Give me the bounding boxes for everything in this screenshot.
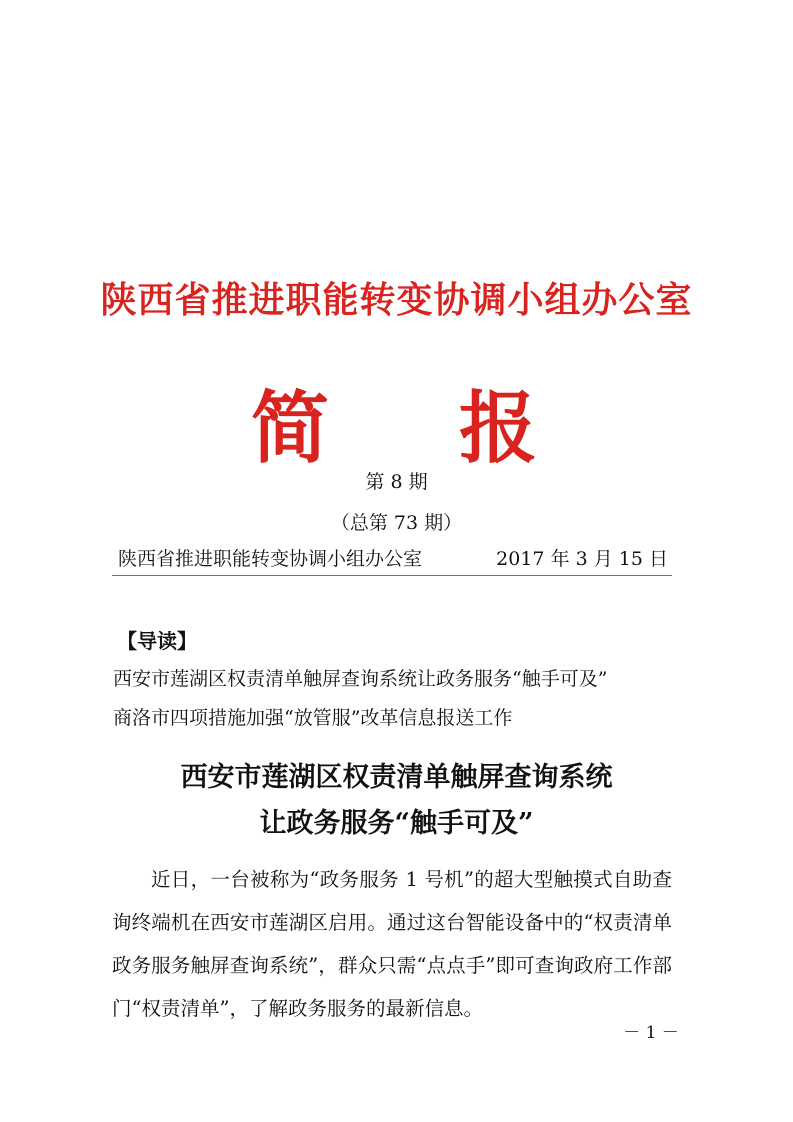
issue-total-number: （总第 73 期） xyxy=(330,512,463,534)
page-number: － 1 － xyxy=(623,1023,679,1043)
guide-label: 【导读】 xyxy=(117,629,197,653)
bulletin-title xyxy=(0,366,793,474)
issuer-date-line xyxy=(118,544,668,574)
article-title-line-2: 让政务服务“触手可及” xyxy=(259,808,534,839)
article-paragraph: 近日，一台被称为“政务服务 1 号机”的超大型触摸式自助查询终端机在西安市莲湖区启用。通过这台智能设备中的“权责清单政务服务触屏查询系统”，群众只需“点点手”即可查询政府工作部门“权责清单”，了解政务服务的最新信息。 xyxy=(112,868,672,1020)
issuer-name: 陕西省推进职能转变协调小组办公室 xyxy=(118,548,423,570)
article-title-line-1: 西安市莲湖区权责清单触屏查询系统 xyxy=(180,762,613,793)
guide-item: 西安市莲湖区权责清单触屏查询系统让政务服务“触手可及” xyxy=(113,668,608,690)
issue-date: 2017 年 3 月 15 日 xyxy=(496,548,668,570)
issuing-organization-header: 陕西省推进职能转变协调小组办公室 xyxy=(100,279,693,321)
header-divider-rule xyxy=(112,575,672,576)
issue-number: 第 8 期 xyxy=(365,471,428,493)
bulletin-title-char-1: 简 xyxy=(251,383,330,474)
guide-item: 商洛市四项措施加强“放管服”改革信息报送工作 xyxy=(113,707,513,729)
bulletin-title-char-2: 报 xyxy=(459,383,538,474)
